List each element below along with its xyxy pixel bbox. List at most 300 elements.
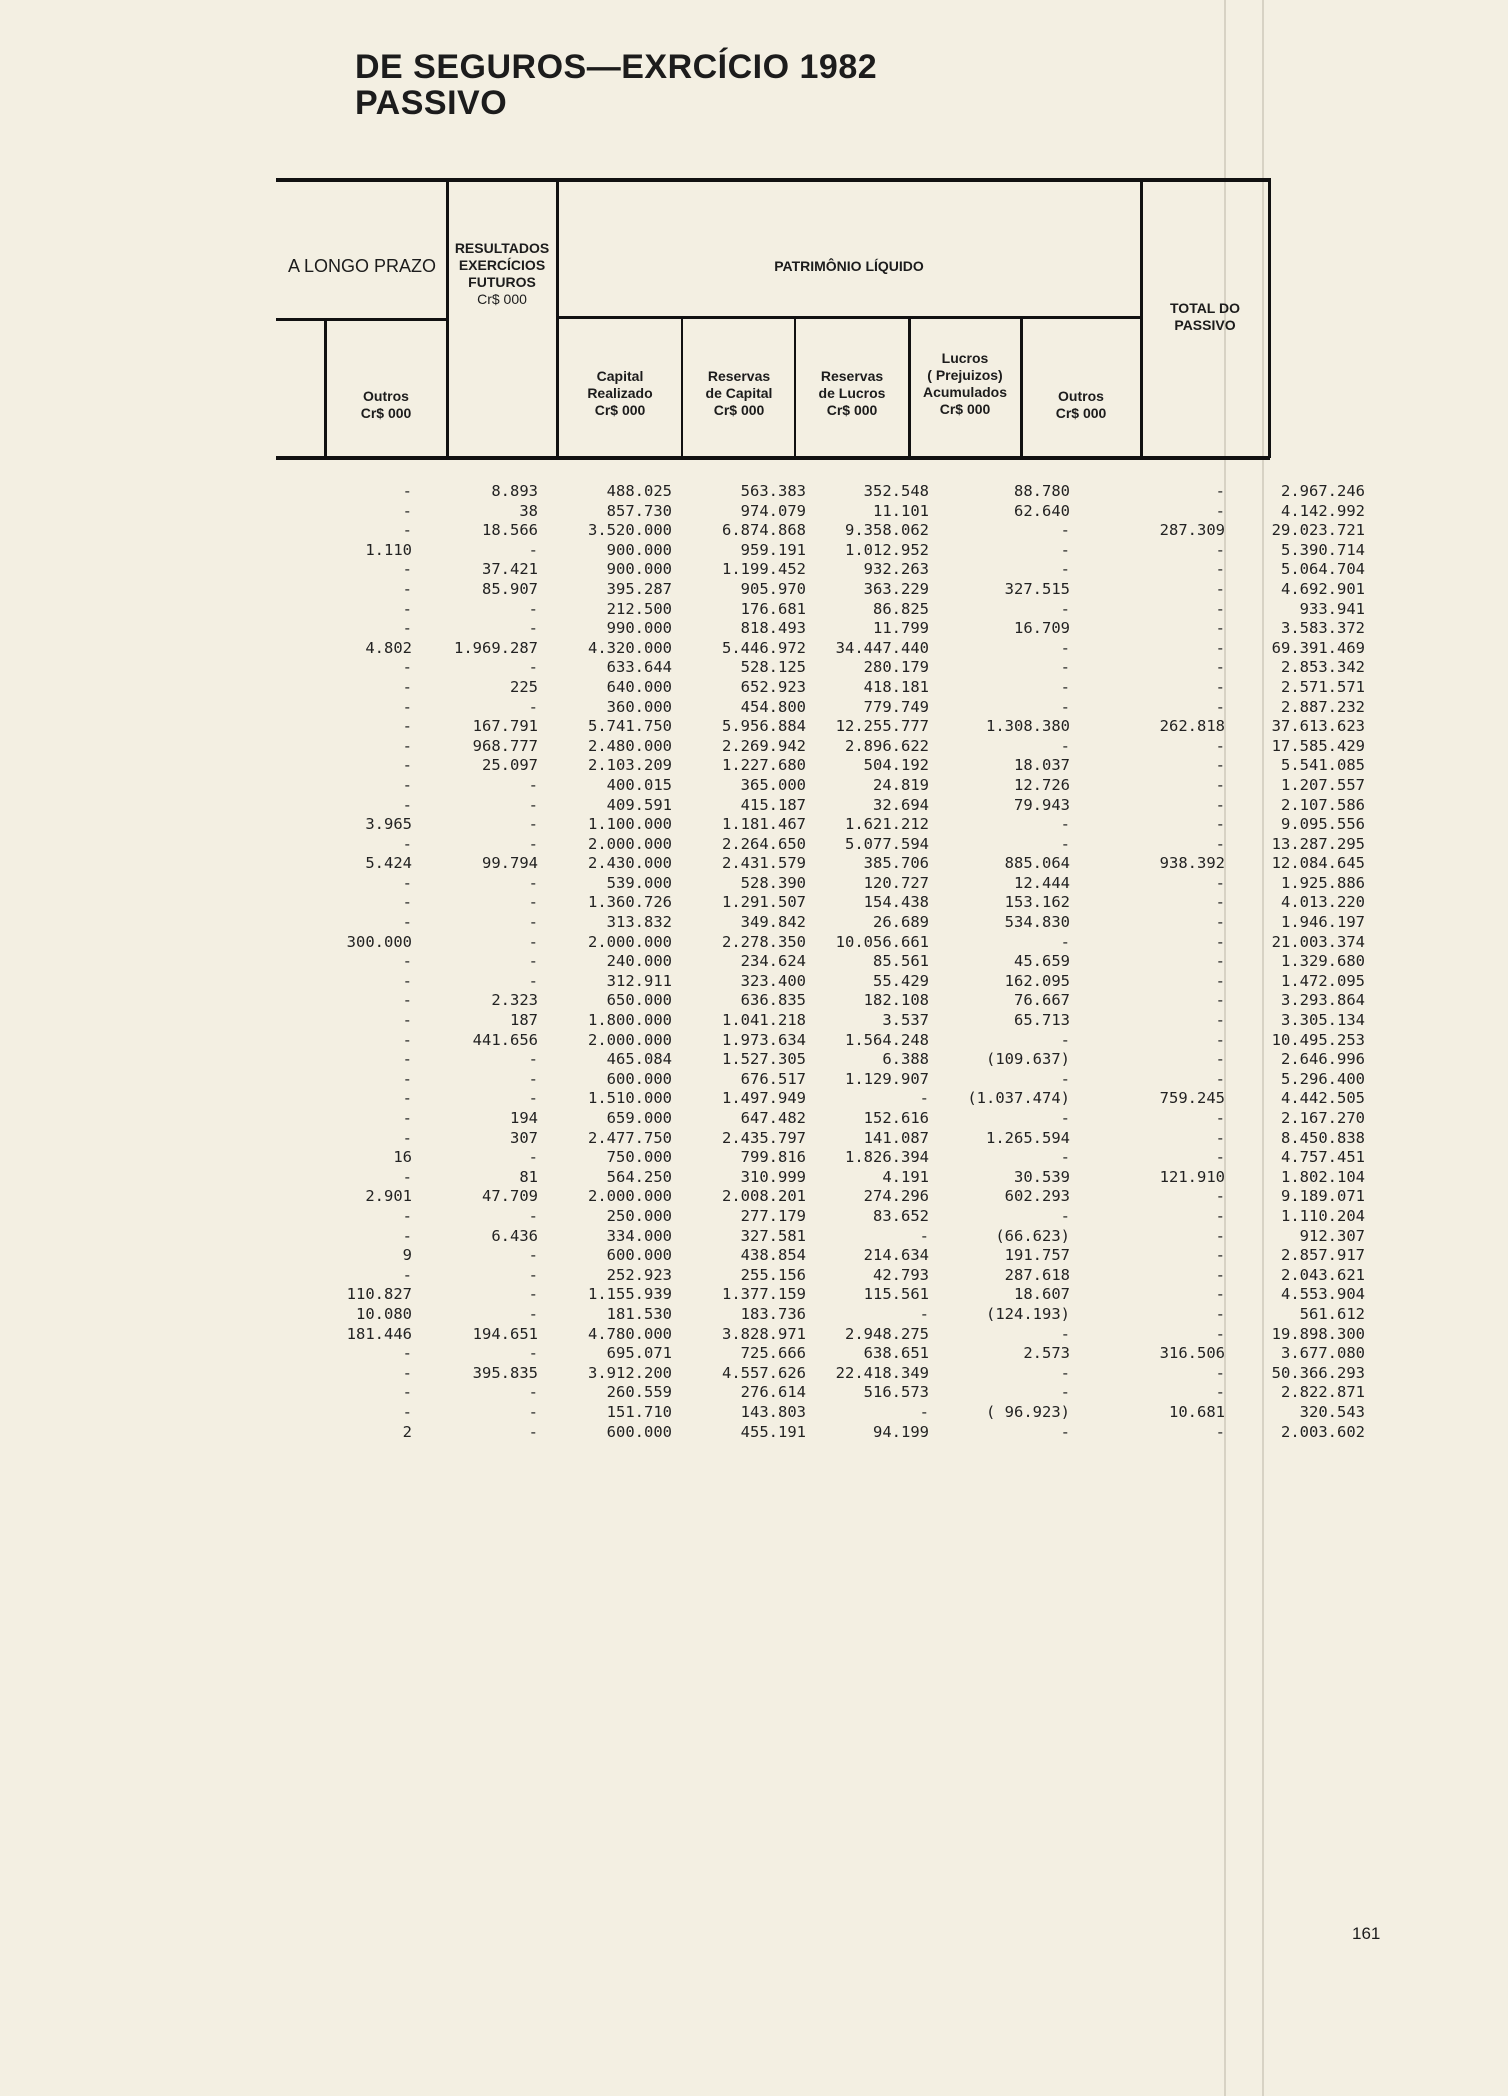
table-row: [300, 1206, 1365, 1227]
table-cell: 1.110: [365, 540, 412, 559]
table-cell: -: [919, 1402, 929, 1421]
table-cell: -: [1215, 677, 1225, 696]
table-cell: -: [528, 540, 538, 559]
table-cell: 2.107.586: [1281, 795, 1365, 814]
table-cell: 121.910: [1159, 1167, 1225, 1186]
table-cell: 561.612: [1299, 1304, 1365, 1323]
table-cell: 16.709: [1014, 619, 1070, 638]
table-cell: -: [1215, 560, 1225, 579]
table-cell: 3.583.372: [1281, 619, 1365, 638]
table-cell: -: [528, 658, 538, 677]
table-row: [300, 501, 1365, 522]
table-cell: 441.656: [472, 1030, 538, 1049]
table-cell: -: [1215, 619, 1225, 638]
table-cell: 6.388: [882, 1050, 929, 1069]
table-cell: 1.129.907: [845, 1069, 929, 1088]
table-cell: -: [402, 697, 412, 716]
table-cell: 2.000.000: [588, 1030, 672, 1049]
table-cell: 2: [402, 1422, 412, 1441]
table-cell: -: [1060, 736, 1070, 755]
table-row: [300, 1265, 1365, 1286]
table-cell: 636.835: [740, 991, 806, 1010]
table-cell: 2.103.209: [588, 756, 672, 775]
table-cell: 528.125: [740, 658, 806, 677]
table-cell: 187: [510, 1011, 538, 1030]
table-cell: 85.561: [873, 952, 929, 971]
table-cell: 1.110.204: [1281, 1206, 1365, 1225]
table-cell: 912.307: [1299, 1226, 1365, 1245]
table-cell: -: [528, 1383, 538, 1402]
table-cell: -: [402, 1128, 412, 1147]
table-cell: 94.199: [873, 1422, 929, 1441]
table-cell: 2.822.871: [1281, 1383, 1365, 1402]
table-cell: -: [528, 1422, 538, 1441]
table-cell: 1.291.507: [722, 893, 806, 912]
table-cell: -: [528, 1089, 538, 1108]
table-cell: 55.429: [873, 971, 929, 990]
table-cell: 88.780: [1014, 482, 1070, 500]
table-cell: -: [1060, 560, 1070, 579]
table-cell: 234.624: [740, 952, 806, 971]
table-cell: -: [1215, 971, 1225, 990]
table-cell: -: [402, 501, 412, 520]
table-cell: 1.802.104: [1281, 1167, 1365, 1186]
table-cell: 11.101: [873, 501, 929, 520]
table-cell: 3.965: [365, 815, 412, 834]
table-cell: 287.618: [1004, 1265, 1070, 1284]
table-cell: -: [528, 1069, 538, 1088]
table-cell: -: [402, 952, 412, 971]
page-title: DE SEGUROS—EXRCÍCIO 1982: [355, 48, 878, 86]
table-cell: (1.037.474): [967, 1089, 1070, 1108]
table-cell: 3.293.864: [1281, 991, 1365, 1010]
table-cell: 5.741.750: [588, 717, 672, 736]
table-cell: 2.431.579: [722, 854, 806, 873]
table-cell: 153.162: [1004, 893, 1070, 912]
table-row: [300, 1402, 1365, 1423]
table-cell: 534.830: [1004, 913, 1070, 932]
table-row: [300, 540, 1365, 561]
table-cell: -: [1060, 1383, 1070, 1402]
table-row: [300, 991, 1365, 1011]
table-cell: -: [528, 599, 538, 618]
table-cell: -: [919, 1226, 929, 1245]
table-cell: -: [528, 1148, 538, 1167]
table-cell: 26.689: [873, 913, 929, 932]
table-row: [300, 952, 1365, 972]
table-cell: -: [1215, 1187, 1225, 1206]
table-cell: 900.000: [606, 560, 672, 579]
table-row: [300, 1383, 1365, 1403]
table-cell: -: [1060, 1109, 1070, 1127]
table-cell: 409.591: [606, 795, 672, 814]
table-cell: 12.444: [1014, 873, 1070, 892]
table-cell: 1.041.218: [722, 1011, 806, 1030]
table-cell: 652.923: [740, 677, 806, 696]
table-cell: 18.037: [1014, 756, 1070, 775]
table-cell: -: [1060, 1363, 1070, 1382]
table-row: [300, 1148, 1365, 1168]
table-cell: 120.727: [863, 873, 929, 892]
table-cell: 488.025: [606, 482, 672, 500]
table-cell: -: [1060, 697, 1070, 716]
table-cell: 86.825: [873, 599, 929, 618]
table-cell: -: [1215, 834, 1225, 853]
table-cell: 4.013.220: [1281, 893, 1365, 912]
table-cell: 959.191: [740, 540, 806, 559]
table-cell: 1.946.197: [1281, 913, 1365, 932]
table-row: [300, 1069, 1365, 1090]
table-cell: 1.800.000: [588, 1011, 672, 1030]
table-cell: 1.969.287: [454, 638, 538, 657]
table-cell: 10.495.253: [1271, 1030, 1365, 1049]
table-cell: 676.517: [740, 1069, 806, 1088]
table-cell: -: [1215, 1226, 1225, 1245]
table-cell: -: [402, 1011, 412, 1030]
patrimonio-label: PATRIMÔNIO LÍQUIDO: [774, 258, 924, 274]
table-cell: 1.360.726: [588, 893, 672, 912]
table-cell: -: [402, 1226, 412, 1245]
table-cell: 600.000: [606, 1422, 672, 1441]
table-cell: -: [1060, 658, 1070, 677]
table-cell: 395.287: [606, 579, 672, 598]
table-cell: -: [1215, 913, 1225, 932]
table-cell: 2.167.270: [1281, 1109, 1365, 1127]
table-cell: 1.621.212: [845, 815, 929, 834]
table-cell: 18.607: [1014, 1285, 1070, 1304]
table-cell: 62.640: [1014, 501, 1070, 520]
table-cell: 4.802: [365, 638, 412, 657]
table-cell: -: [1215, 1109, 1225, 1127]
table-cell: 5.446.972: [722, 638, 806, 657]
header-rule: [556, 316, 1140, 319]
table-row: [300, 1422, 1365, 1443]
table-cell: 8.450.838: [1281, 1128, 1365, 1147]
table-cell: 176.681: [740, 599, 806, 618]
table-cell: -: [528, 619, 538, 638]
table-cell: -: [402, 1344, 412, 1363]
table-cell: 974.079: [740, 501, 806, 520]
table-cell: 1.826.394: [845, 1148, 929, 1167]
table-cell: 32.694: [873, 795, 929, 814]
table-cell: 79.943: [1014, 795, 1070, 814]
table-cell: 320.543: [1299, 1402, 1365, 1421]
table-cell: 252.923: [606, 1265, 672, 1284]
table-cell: 183.736: [740, 1304, 806, 1323]
table-cell: 19.898.300: [1271, 1324, 1365, 1343]
table-cell: 323.400: [740, 971, 806, 990]
table-cell: 885.064: [1004, 854, 1070, 873]
table-cell: 12.255.777: [835, 717, 929, 736]
table-row: [300, 775, 1365, 796]
table-cell: -: [1215, 1128, 1225, 1147]
table-cell: -: [1215, 697, 1225, 716]
table-row: [300, 482, 1365, 502]
table-cell: 539.000: [606, 873, 672, 892]
page-number: 161: [1352, 1924, 1381, 1943]
table-cell: 154.438: [863, 893, 929, 912]
table-cell: 99.794: [482, 854, 538, 873]
table-cell: -: [528, 1285, 538, 1304]
table-cell: 352.548: [863, 482, 929, 500]
table-cell: -: [1215, 638, 1225, 657]
table-cell: 29.023.721: [1271, 521, 1365, 540]
table-cell: -: [528, 1265, 538, 1284]
table-cell: 5.077.594: [845, 834, 929, 853]
header-bottom-rule: [276, 456, 1270, 460]
table-cell: 1.510.000: [588, 1089, 672, 1108]
table-cell: 151.710: [606, 1402, 672, 1421]
table-cell: -: [402, 658, 412, 677]
table-cell: -: [1215, 932, 1225, 951]
table-cell: 1.207.557: [1281, 775, 1365, 794]
table-cell: 24.819: [873, 775, 929, 794]
header-divider: [1140, 178, 1143, 458]
table-cell: 162.095: [1004, 971, 1070, 990]
table-cell: 650.000: [606, 991, 672, 1010]
table-cell: 25.097: [482, 756, 538, 775]
table-cell: -: [1060, 834, 1070, 853]
table-row: [300, 677, 1365, 698]
table-cell: 5.390.714: [1281, 540, 1365, 559]
table-cell: -: [1215, 1265, 1225, 1284]
table-cell: -: [1060, 1148, 1070, 1167]
table-cell: -: [1060, 599, 1070, 618]
header-divider: [1268, 178, 1271, 458]
table-cell: -: [402, 991, 412, 1010]
table-cell: 42.793: [873, 1265, 929, 1284]
table-cell: 2.000.000: [588, 932, 672, 951]
table-cell: 750.000: [606, 1148, 672, 1167]
table-row: [300, 599, 1365, 620]
header-divider: [324, 318, 327, 458]
table-cell: -: [1215, 1206, 1225, 1225]
table-cell: 779.749: [863, 697, 929, 716]
table-cell: -: [402, 834, 412, 853]
header-divider: [794, 318, 796, 458]
table-cell: 2.896.622: [845, 736, 929, 755]
table-cell: -: [528, 1206, 538, 1225]
table-cell: -: [528, 1402, 538, 1421]
table-cell: 360.000: [606, 697, 672, 716]
table-cell: 334.000: [606, 1226, 672, 1245]
table-cell: 4.692.901: [1281, 579, 1365, 598]
table-cell: 1.377.159: [722, 1285, 806, 1304]
table-cell: 9.358.062: [845, 521, 929, 540]
table-cell: 400.015: [606, 775, 672, 794]
table-cell: 191.757: [1004, 1246, 1070, 1265]
header-divider: [556, 178, 559, 458]
table-cell: 22.418.349: [835, 1363, 929, 1382]
table-cell: -: [1215, 815, 1225, 834]
table-row: [300, 1226, 1365, 1247]
table-cell: 3.828.971: [722, 1324, 806, 1343]
table-cell: -: [1215, 599, 1225, 618]
table-cell: 10.056.661: [835, 932, 929, 951]
table-cell: (109.637): [986, 1050, 1070, 1069]
table-cell: 5.296.400: [1281, 1069, 1365, 1088]
table-cell: 1.497.949: [722, 1089, 806, 1108]
table-cell: 5.956.884: [722, 717, 806, 736]
table-cell: 5.064.704: [1281, 560, 1365, 579]
table-row: [300, 756, 1365, 776]
table-cell: (124.193): [986, 1304, 1070, 1323]
table-cell: 69.391.469: [1271, 638, 1365, 657]
table-cell: 280.179: [863, 658, 929, 677]
table-cell: -: [1215, 579, 1225, 598]
table-cell: 50.366.293: [1271, 1363, 1365, 1382]
header-divider: [1020, 318, 1023, 458]
table-cell: -: [402, 619, 412, 638]
table-cell: 799.816: [740, 1148, 806, 1167]
table-cell: 17.585.429: [1271, 736, 1365, 755]
table-cell: 9: [402, 1246, 412, 1265]
table-cell: -: [1215, 756, 1225, 775]
table-cell: 1.564.248: [845, 1030, 929, 1049]
table-cell: 600.000: [606, 1246, 672, 1265]
table-cell: 10.681: [1169, 1402, 1225, 1421]
table-cell: 12.726: [1014, 775, 1070, 794]
table-cell: 647.482: [740, 1109, 806, 1127]
table-row: [300, 1285, 1365, 1305]
table-cell: -: [1215, 1050, 1225, 1069]
table-cell: 38: [519, 501, 538, 520]
table-row: [300, 893, 1365, 913]
table-cell: -: [1060, 1324, 1070, 1343]
table-cell: -: [1215, 1011, 1225, 1030]
table-cell: 1.100.000: [588, 815, 672, 834]
table-cell: 3.537: [882, 1011, 929, 1030]
table-cell: -: [528, 697, 538, 716]
resultados-label: RESULTADOS EXERCÍCIOS FUTUROS Cr$ 000: [454, 240, 550, 307]
table-cell: 307: [510, 1128, 538, 1147]
table-cell: 10.080: [356, 1304, 412, 1323]
table-cell: 1.181.467: [722, 815, 806, 834]
table-cell: 182.108: [863, 991, 929, 1010]
table-cell: 2.901: [365, 1187, 412, 1206]
table-cell: 759.245: [1159, 1089, 1225, 1108]
table-cell: 2.278.350: [722, 932, 806, 951]
capital-label: Capital Realizado Cr$ 000: [587, 368, 653, 418]
table-cell: -: [1060, 638, 1070, 657]
longo-prazo-label: A LONGO PRAZO: [287, 256, 437, 276]
table-cell: -: [528, 1246, 538, 1265]
table-cell: -: [528, 1344, 538, 1363]
table-cell: 37.421: [482, 560, 538, 579]
table-row: [300, 619, 1365, 639]
table-cell: -: [919, 1304, 929, 1323]
table-cell: -: [1215, 1304, 1225, 1323]
table-cell: 3.677.080: [1281, 1344, 1365, 1363]
table-cell: 349.842: [740, 913, 806, 932]
table-cell: -: [402, 1206, 412, 1225]
table-cell: 454.800: [740, 697, 806, 716]
table-cell: 13.287.295: [1271, 834, 1365, 853]
table-cell: 16: [393, 1148, 412, 1167]
table-cell: 2.323: [491, 991, 538, 1010]
table-cell: -: [1215, 775, 1225, 794]
table-cell: 225: [510, 677, 538, 696]
table-cell: 905.970: [740, 579, 806, 598]
table-cell: 37.613.623: [1271, 717, 1365, 736]
table-cell: 1.012.952: [845, 540, 929, 559]
table-cell: 274.296: [863, 1187, 929, 1206]
table-cell: -: [402, 1363, 412, 1382]
table-cell: 564.250: [606, 1167, 672, 1186]
table-row: [300, 717, 1365, 737]
table-row: [300, 1246, 1365, 1266]
table-cell: 6.436: [491, 1226, 538, 1245]
table-cell: 455.191: [740, 1422, 806, 1441]
table-row: [300, 658, 1365, 678]
table-cell: 85.907: [482, 579, 538, 598]
table-cell: 1.973.634: [722, 1030, 806, 1049]
table-cell: -: [1060, 521, 1070, 540]
table-cell: -: [1215, 1148, 1225, 1167]
table-cell: -: [402, 1167, 412, 1186]
table-cell: -: [528, 913, 538, 932]
table-cell: 4.557.626: [722, 1363, 806, 1382]
table-cell: -: [1215, 540, 1225, 559]
reservas-lucros-label: Reservas de Lucros Cr$ 000: [818, 368, 886, 418]
table-row: [300, 1187, 1365, 1207]
table-row: [300, 873, 1365, 894]
table-cell: 34.447.440: [835, 638, 929, 657]
table-cell: 5.541.085: [1281, 756, 1365, 775]
table-cell: 385.706: [863, 854, 929, 873]
table-cell: 365.000: [740, 775, 806, 794]
table-cell: 83.652: [873, 1206, 929, 1225]
table-cell: -: [402, 677, 412, 696]
table-cell: -: [528, 795, 538, 814]
table-cell: 395.835: [472, 1363, 538, 1382]
table-cell: -: [1215, 736, 1225, 755]
table-cell: 1.265.594: [986, 1128, 1070, 1147]
table-cell: 528.390: [740, 873, 806, 892]
table-cell: 277.179: [740, 1206, 806, 1225]
table-row: [300, 1344, 1365, 1364]
table-cell: 418.181: [863, 677, 929, 696]
table-cell: -: [1060, 1030, 1070, 1049]
table-row: [300, 1109, 1365, 1129]
table-cell: -: [402, 717, 412, 736]
table-cell: 327.515: [1004, 579, 1070, 598]
table-cell: 2.043.621: [1281, 1265, 1365, 1284]
table-cell: 30.539: [1014, 1167, 1070, 1186]
table-cell: -: [528, 873, 538, 892]
table-cell: 2.435.797: [722, 1128, 806, 1147]
table-row: [300, 1304, 1365, 1325]
table-cell: 3.305.134: [1281, 1011, 1365, 1030]
table-cell: -: [1215, 795, 1225, 814]
table-cell: 181.530: [606, 1304, 672, 1323]
table-row: [300, 638, 1365, 659]
table-cell: 4.780.000: [588, 1324, 672, 1343]
table-cell: -: [402, 599, 412, 618]
table-cell: -: [1215, 991, 1225, 1010]
table-cell: -: [402, 560, 412, 579]
table-cell: -: [1060, 540, 1070, 559]
table-cell: 602.293: [1004, 1187, 1070, 1206]
table-row: [300, 971, 1365, 992]
table-cell: -: [528, 952, 538, 971]
table-cell: -: [528, 834, 538, 853]
table-cell: ( 96.923): [986, 1402, 1070, 1421]
table-cell: 21.003.374: [1271, 932, 1365, 951]
table-cell: -: [1215, 1246, 1225, 1265]
table-cell: 262.818: [1159, 717, 1225, 736]
table-row: [300, 579, 1365, 600]
